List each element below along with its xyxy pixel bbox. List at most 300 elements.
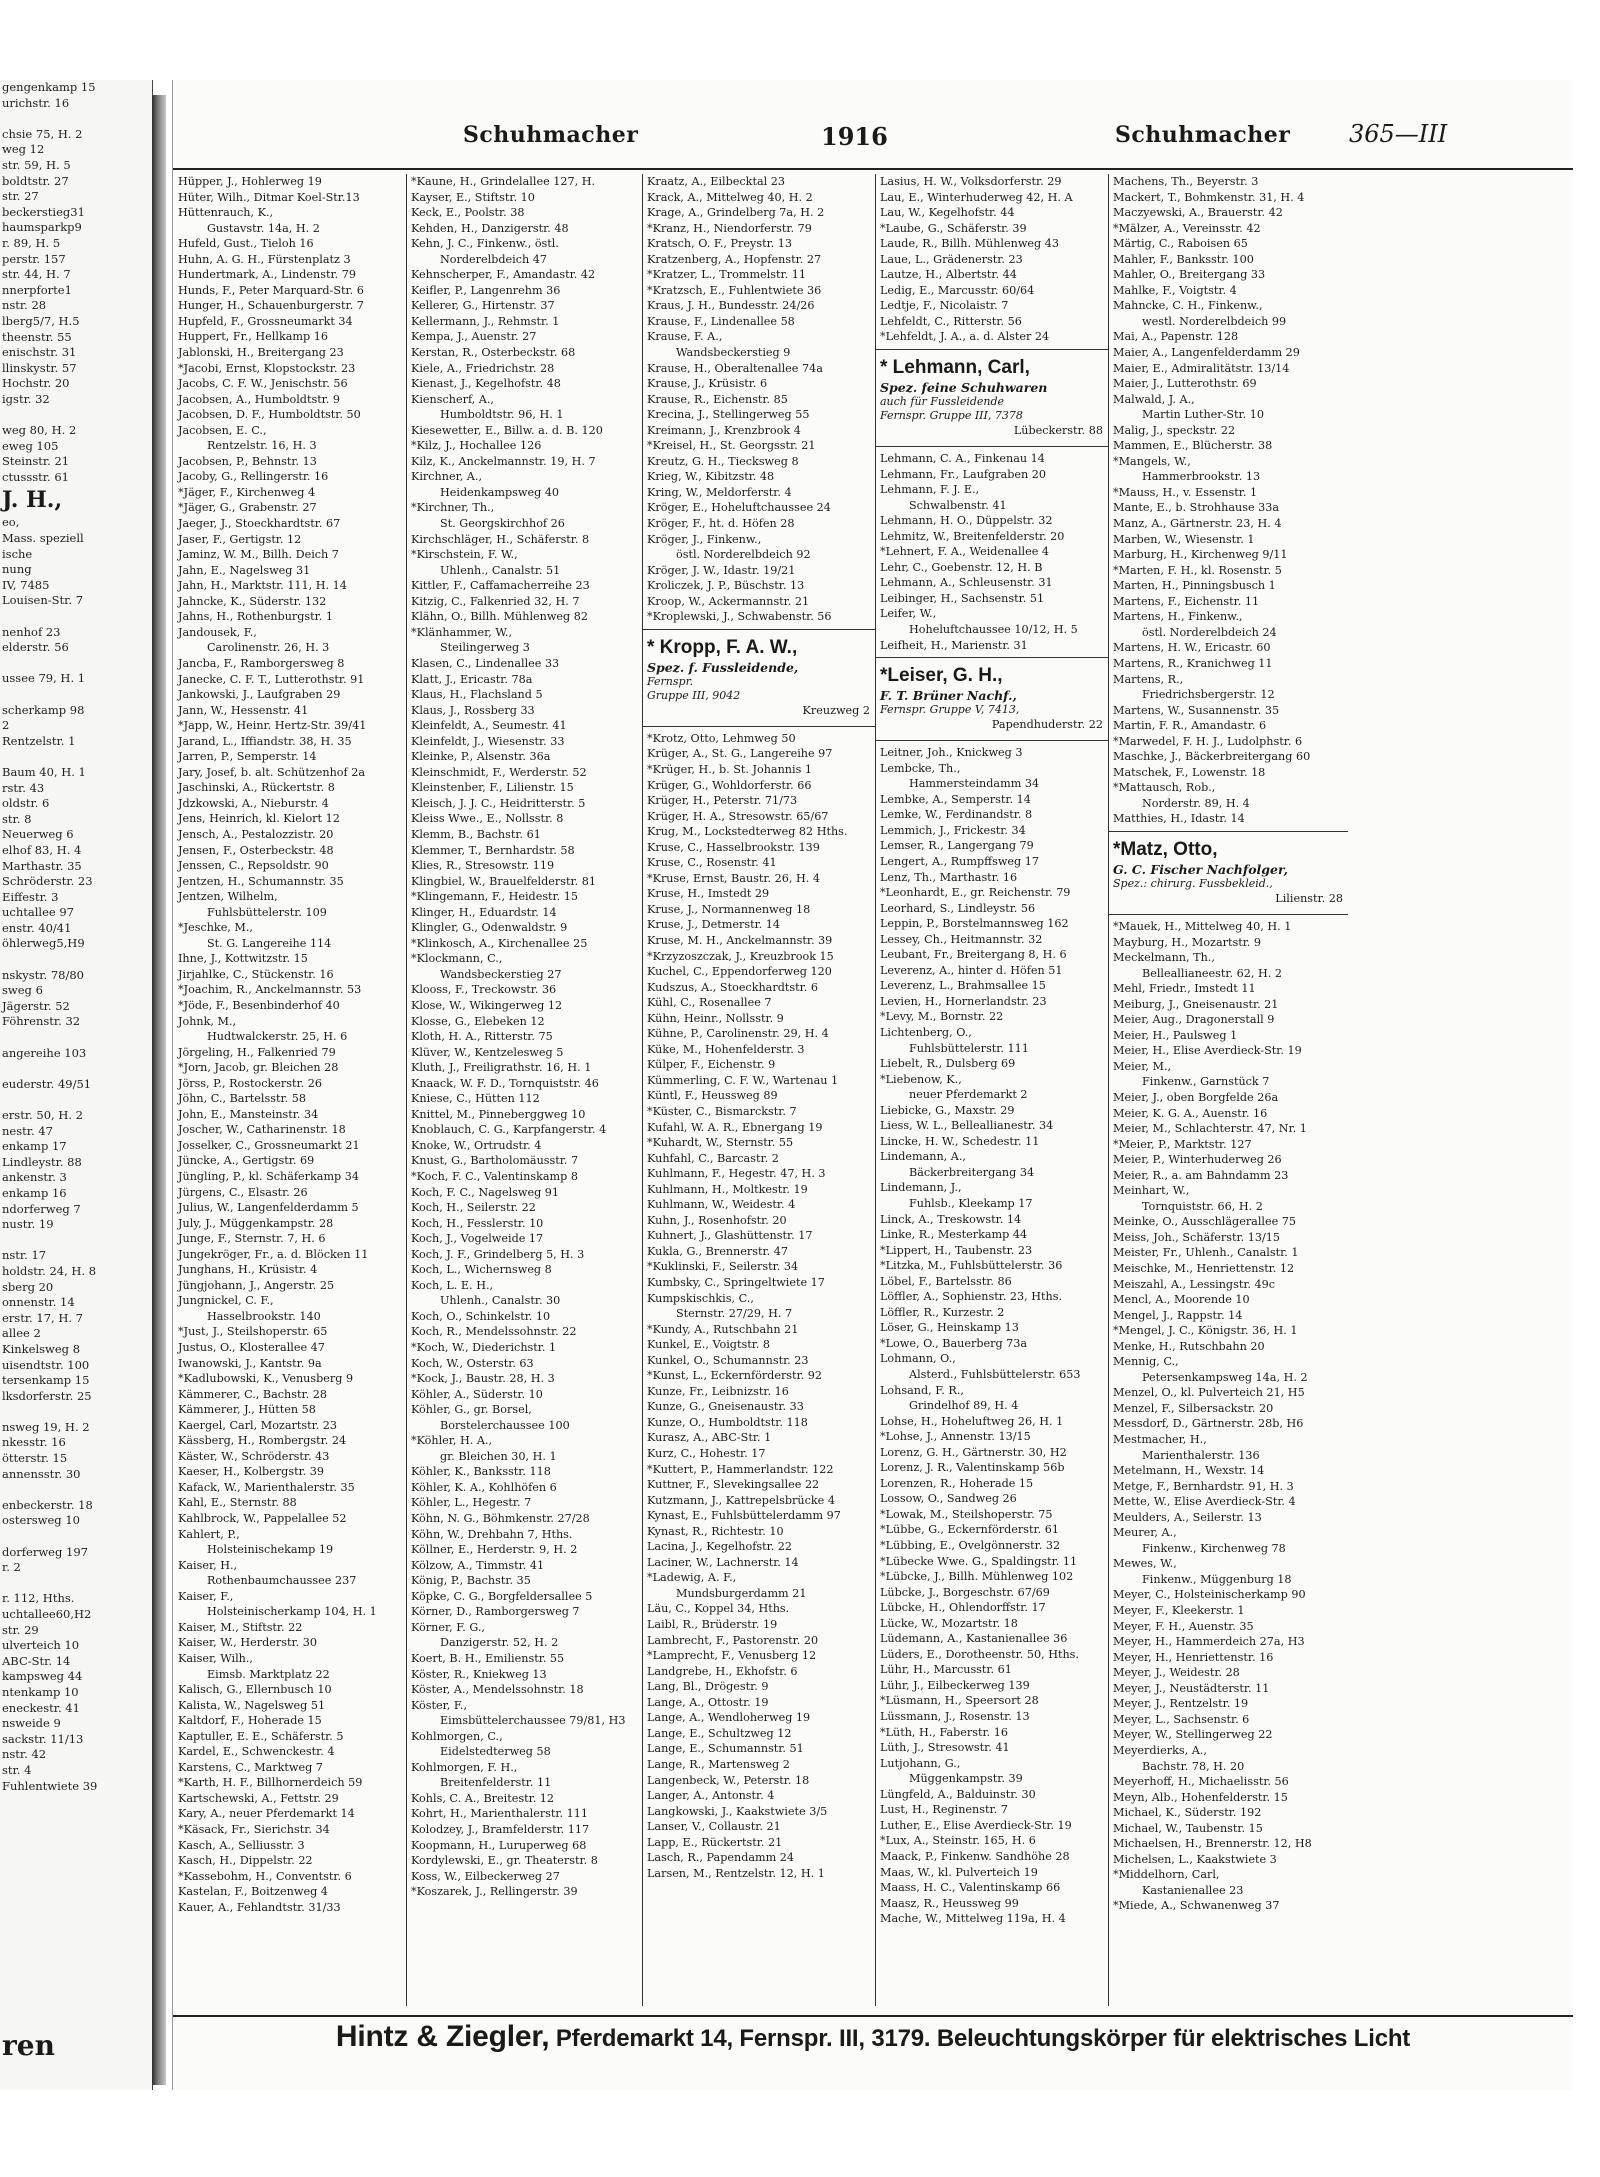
directory-entry: Meinhart, W., xyxy=(1113,1184,1190,1198)
directory-entry: Kehden, H., Danzigerstr. 48 xyxy=(411,221,569,235)
directory-entry: Leverenz, A., hinter d. Höfen 51 xyxy=(880,963,1063,977)
directory-entry: Lüdemann, A., Kastanienallee 36 xyxy=(880,1632,1068,1646)
directory-entry: *Kundy, A., Rutschbahn 21 xyxy=(647,1322,799,1336)
directory-entry: Jöhn, C., Bartelsstr. 58 xyxy=(178,1092,306,1106)
directory-entry: Meier, M., xyxy=(1113,1059,1172,1073)
header-left-title: Schuhmacher xyxy=(463,122,639,148)
previous-page-line: 2 xyxy=(2,718,10,733)
directory-entry: Koch, O., Schinkelstr. 10 xyxy=(411,1309,551,1323)
directory-entry: *Lüth, H., Faberstr. 16 xyxy=(880,1725,1008,1739)
previous-page-line: lberg5/7, H.5 xyxy=(2,313,80,328)
directory-entry: Hunds, F., Peter Marquard-Str. 6 xyxy=(178,283,364,297)
directory-entry: Meyer, J., Rentzelstr. 19 xyxy=(1113,1697,1249,1711)
directory-entry: Kaeser, H., Kolbergstr. 39 xyxy=(178,1465,325,1479)
directory-entry: Müggenkampstr. 39 xyxy=(909,1772,1023,1786)
directory-entry: *Kadlubowski, K., Venusberg 9 xyxy=(178,1372,354,1386)
directory-entry: Jensch, A., Pestalozzistr. 20 xyxy=(178,827,334,841)
directory-entry: Kluth, J., Freiligrathstr. 16, H. 1 xyxy=(411,1061,592,1075)
directory-entry: Lübcke, H., Ohlendorffstr. 17 xyxy=(880,1601,1046,1615)
previous-page-line xyxy=(0,1233,152,1249)
directory-entry: Hammerbrookstr. 13 xyxy=(1142,470,1261,484)
directory-entry: Koch, W., Osterstr. 63 xyxy=(411,1356,534,1370)
directory-entry: Hüter, Wilh., Ditmar Koel-Str.13 xyxy=(178,190,360,204)
directory-entry: Holsteinischerkamp 104, H. 1 xyxy=(207,1605,377,1619)
directory-entry: Kraatz, A., Eilbecktal 23 xyxy=(647,175,785,188)
directory-entry: *Lowe, O., Bauerberg 73a xyxy=(880,1336,1028,1350)
directory-entry: Läu, C., Koppel 34, Hths. xyxy=(647,1602,790,1616)
directory-entry: Kruse, H., Imstedt 29 xyxy=(647,887,770,901)
directory-entry: Köhler, K. A., Kohlhöfen 6 xyxy=(411,1480,557,1494)
directory-entry: Klatt, J., Ericastr. 78a xyxy=(411,672,533,686)
advertisement-line1: G. C. Fischer Nachfolger, xyxy=(1113,861,1289,877)
directory-entry: Lehmann, Fr., Laufgraben 20 xyxy=(880,467,1047,481)
previous-page-line xyxy=(0,1061,152,1077)
directory-entry: Kuhlmann, W., Weidestr. 4 xyxy=(647,1198,796,1212)
directory-entry: Kroliczek, J. P., Büschstr. 13 xyxy=(647,579,805,593)
directory-entry: *Klingemann, F., Heidestr. 15 xyxy=(411,890,579,904)
previous-page-line: nstr. 28 xyxy=(2,298,47,313)
directory-entry: Kühn, Heinr., Nollsstr. 9 xyxy=(647,1011,784,1025)
previous-page-line xyxy=(0,1576,152,1592)
directory-entry: Jungnickel, C. F., xyxy=(178,1294,274,1308)
directory-entry: Kuhlmann, F., Hegestr. 47, H. 3 xyxy=(647,1167,826,1181)
directory-entry: neuer Pferdemarkt 2 xyxy=(909,1088,1028,1102)
directory-entry: Kaiser, H., xyxy=(178,1558,238,1572)
directory-entry: Kohls, C. A., Breitestr. 12 xyxy=(411,1791,555,1805)
directory-entry: Meister, Fr., Uhlenh., Canalstr. 1 xyxy=(1113,1246,1299,1260)
advertisement-line3: Fernspr. Gruppe III, 7378 xyxy=(880,409,1023,423)
previous-page-line: Kinkelsweg 8 xyxy=(2,1341,81,1356)
directory-entry: Matschek, F., Lowenstr. 18 xyxy=(1113,765,1266,779)
directory-entry: *Mälzer, A., Vereinsstr. 42 xyxy=(1113,221,1261,235)
directory-entry: Kempa, J., Auenstr. 27 xyxy=(411,330,537,344)
directory-entry: Ihne, J., Kottwitzstr. 15 xyxy=(178,952,308,966)
directory-entry: *Marten, F. H., kl. Rosenstr. 5 xyxy=(1113,563,1282,577)
directory-entry: Kaiser, Wilh., xyxy=(178,1651,253,1665)
directory-entry: Marburg, H., Kirchenweg 9/11 xyxy=(1113,548,1288,562)
directory-entry: Lasch, R., Papendamm 24 xyxy=(647,1851,795,1865)
directory-entry: Kunze, Fr., Leibnizstr. 16 xyxy=(647,1384,789,1398)
directory-entry: Koch, J. F., Grindelberg 5, H. 3 xyxy=(411,1247,585,1261)
directory-entry: *Kirschstein, F. W., xyxy=(411,548,518,562)
directory-entry: Langkowski, J., Kaakstwiete 3/5 xyxy=(647,1804,828,1818)
advertisement-line1: F. T. Brüner Nachf., xyxy=(880,688,1017,704)
directory-entry: *Jorn, Jacob, gr. Bleichen 28 xyxy=(178,1061,339,1075)
directory-entry: Jarand, L., Iffiandstr. 38, H. 35 xyxy=(178,734,352,748)
advertisement-name: *Matz, Otto, xyxy=(1113,838,1218,860)
previous-page-line: nstr. 42 xyxy=(2,1747,47,1762)
previous-page-line: Schröderstr. 23 xyxy=(2,874,93,889)
directory-entry: *Meier, P., Marktstr. 127 xyxy=(1113,1137,1252,1151)
previous-page-line: enkamp 17 xyxy=(2,1139,67,1154)
directory-entry: Jahns, H., Rothenburgstr. 1 xyxy=(178,610,333,624)
directory-entry: Lüngfeld, A., Balduinstr. 30 xyxy=(880,1787,1036,1801)
directory-entry: Kary, A., neuer Pferdemarkt 14 xyxy=(178,1807,355,1821)
directory-entry: Kratsch, O. F., Preystr. 13 xyxy=(647,237,793,251)
directory-entry: July, J., Müggenkampstr. 28 xyxy=(178,1216,334,1230)
directory-entry: Leibinger, H., Sachsenstr. 51 xyxy=(880,591,1045,605)
previous-page-line: ctussstr. 61 xyxy=(2,469,69,484)
directory-entry: Steilingerweg 3 xyxy=(440,641,530,655)
directory-entry: Kuttner, F., Slevekingsallee 22 xyxy=(647,1478,820,1492)
directory-entry: Kasch, A., Selliusstr. 3 xyxy=(178,1838,305,1852)
previous-page-line: r. 89, H. 5 xyxy=(2,235,61,250)
previous-page-line: str. 29 xyxy=(2,1622,39,1637)
directory-entry: Kuhlmann, H., Moltkestr. 19 xyxy=(647,1182,808,1196)
directory-entry: Jacobsen, A., Humboldtstr. 9 xyxy=(178,392,341,406)
directory-entry: *Karth, H. F., Billhornerdeich 59 xyxy=(178,1776,363,1790)
directory-entry: Lehmann, H. O., Düppelstr. 32 xyxy=(880,514,1053,528)
directory-entry: Rentzelstr. 16, H. 3 xyxy=(207,439,317,453)
directory-entry: Kleinstenber, F., Lilienstr. 15 xyxy=(411,781,574,795)
directory-entry: Kellerer, G., Hirtenstr. 37 xyxy=(411,299,555,313)
directory-entry: Finkenw., Garnstück 7 xyxy=(1142,1075,1270,1089)
previous-page-line: ussee 79, H. 1 xyxy=(2,671,86,686)
directory-entry: Lange, E., Schultzweg 12 xyxy=(647,1726,792,1740)
directory-entry: Kudszus, A., Stoeckhardtstr. 6 xyxy=(647,980,818,994)
directory-entry: Kring, W., Meldorferstr. 4 xyxy=(647,485,792,499)
directory-entry: Leverenz, L., Brahmsallee 15 xyxy=(880,979,1046,993)
directory-entry: Krüger, H., Peterstr. 71/73 xyxy=(647,794,798,808)
directory-entry: Bachstr. 78, H. 20 xyxy=(1142,1759,1245,1773)
directory-entry: Käster, W., Schröderstr. 43 xyxy=(178,1449,330,1463)
directory-entry: Kienscherf, A., xyxy=(411,392,494,406)
directory-entry: Martens, W., Susannenstr. 35 xyxy=(1113,703,1280,717)
directory-entry: Krause, J., Krüsistr. 6 xyxy=(647,377,768,391)
directory-entry: Leppin, P., Borstelmannsweg 162 xyxy=(880,917,1069,931)
previous-page-line: angereihe 103 xyxy=(2,1045,87,1060)
directory-entry: *Ladewig, A. F., xyxy=(647,1571,737,1585)
directory-entry: Malwald, J. A., xyxy=(1113,392,1195,406)
advertisement-block xyxy=(875,657,1108,741)
directory-entry: Laibl, R., Brüderstr. 19 xyxy=(647,1618,778,1632)
directory-entry: Lautze, H., Albertstr. 44 xyxy=(880,268,1017,282)
previous-page-line: sweg 6 xyxy=(2,983,43,998)
directory-entry: Menzel, F., Silbersackstr. 20 xyxy=(1113,1401,1274,1415)
directory-entry: Norderelbdeich 47 xyxy=(440,252,547,266)
directory-entry: Meyer, L., Sachsenstr. 6 xyxy=(1113,1712,1250,1726)
previous-page-line: Baum 40, H. 1 xyxy=(2,764,86,779)
directory-entry: Meyn, Alb., Hohenfelderstr. 15 xyxy=(1113,1790,1288,1804)
directory-entry: Junghans, H., Krüsistr. 4 xyxy=(178,1263,318,1277)
directory-entry: Kittler, F., Caffamacherreihe 23 xyxy=(411,579,590,593)
directory-entry: Meier, Aug., Dragonerstall 9 xyxy=(1113,1013,1275,1027)
directory-entry: Klüver, W., Kentzelesweg 5 xyxy=(411,1045,564,1059)
directory-entry: Maack, P., Finkenw. Sandhöhe 28 xyxy=(880,1849,1070,1863)
directory-entry: *Koch, F. C., Valentinskamp 8 xyxy=(411,1170,578,1183)
directory-entry: Kruse, M. H., Anckelmannstr. 39 xyxy=(647,933,833,947)
directory-entry: Krage, A., Grindelberg 7a, H. 2 xyxy=(647,206,825,220)
directory-entry: *Litzka, M., Fuhlsbüttelerstr. 36 xyxy=(880,1259,1063,1273)
footer-text: Pferdemarkt 14, Fernspr. III, 3179. Beleuchtungskörper für elektrisches Licht xyxy=(555,2025,1411,2052)
directory-entry: Krug, M., Lockstedterweg 82 Hths. xyxy=(647,825,848,839)
previous-page-line: str. 59, H. 5 xyxy=(2,157,71,172)
directory-entry: Metelmann, H., Wexstr. 14 xyxy=(1113,1464,1265,1478)
previous-page-line: Marthastr. 35 xyxy=(2,858,82,873)
directory-entry: Kaiser, W., Herderstr. 30 xyxy=(178,1636,317,1650)
directory-entry: Meckelmann, Th., xyxy=(1113,951,1215,965)
previous-page-line: weg 80, H. 2 xyxy=(2,423,77,438)
directory-entry: Lange, A., Ottostr. 19 xyxy=(647,1695,769,1709)
directory-entry: Lanser, V., Collaustr. 21 xyxy=(647,1820,781,1834)
directory-entry: Breitenfelderstr. 11 xyxy=(440,1776,552,1790)
directory-entry: Lüders, E., Dorotheenstr. 50, Hths. xyxy=(880,1647,1079,1661)
directory-entry: östl. Norderelbdeich 24 xyxy=(1142,625,1277,639)
directory-entry: Sternstr. 27/29, H. 7 xyxy=(676,1307,793,1321)
directory-entry: Krieg, W., Kibitzstr. 48 xyxy=(647,470,775,484)
directory-entry: Löffler, R., Kurzestr. 2 xyxy=(880,1305,1005,1319)
directory-entry: Lohsand, F. R., xyxy=(880,1383,964,1397)
directory-entry: Lengert, A., Rumpffsweg 17 xyxy=(880,854,1039,868)
directory-entry: *Liebenow, K., xyxy=(880,1072,962,1086)
directory-entry: Jenssen, C., Repsoldstr. 90 xyxy=(178,859,329,873)
directory-entry: gr. Bleichen 30, H. 1 xyxy=(440,1449,557,1463)
footer-firm: Hintz & Ziegler, xyxy=(335,2020,550,2053)
previous-page-line: llinskystr. 57 xyxy=(2,360,77,375)
directory-entry: Kirchner, A., xyxy=(411,470,483,484)
directory-entry: Koch, H., Seilerstr. 22 xyxy=(411,1201,536,1215)
directory-entry: Kunkel, E., Voigtstr. 8 xyxy=(647,1338,771,1352)
previous-page-line xyxy=(0,1092,152,1108)
directory-entry: Borstelerchaussee 100 xyxy=(440,1418,570,1432)
previous-page-line: haumsparkp9 xyxy=(2,220,82,235)
previous-page-line: ulverteich 10 xyxy=(2,1638,80,1653)
directory-entry: Meier, P., Winterhuderweg 26 xyxy=(1113,1153,1282,1167)
previous-page-line: Jägerstr. 52 xyxy=(2,998,70,1013)
directory-entry: Knust, G., Bartholomäusstr. 7 xyxy=(411,1154,579,1168)
directory-entry: Kiele, A., Friedrichstr. 28 xyxy=(411,361,555,375)
directory-entry: Kroop, W., Ackermannstr. 21 xyxy=(647,594,810,608)
directory-entry: Lücke, W., Mozartstr. 18 xyxy=(880,1616,1018,1630)
directory-entry: Kahlert, P., xyxy=(178,1527,240,1541)
directory-entry: Kleisch, J. J. C., Heidritterstr. 5 xyxy=(411,796,586,810)
directory-entry: *Käsack, Fr., Sierichstr. 34 xyxy=(178,1822,330,1836)
directory-entry: Kleinke, P., Alsenstr. 36a xyxy=(411,750,551,764)
directory-entry: Krause, H., Oberaltenallee 74a xyxy=(647,361,823,375)
directory-entry: Mai, A., Papenstr. 128 xyxy=(1113,330,1239,344)
directory-entry: Meurer, A., xyxy=(1113,1526,1177,1540)
directory-entry: *Laube, G., Schäferstr. 39 xyxy=(880,221,1027,235)
directory-entry: Klinger, H., Eduardstr. 14 xyxy=(411,905,557,919)
directory-entry: *Levy, M., Bornstr. 22 xyxy=(880,1010,1004,1024)
directory-entry: *Klockmann, C., xyxy=(411,952,503,966)
column-4 xyxy=(875,174,1109,2006)
directory-entry: Meier, H., Elise Averdieck-Str. 19 xyxy=(1113,1044,1302,1058)
directory-entry: Kahl, E., Sternstr. 88 xyxy=(178,1496,297,1510)
directory-entry: Kehn, J. C., Finkenw., östl. xyxy=(411,237,559,251)
directory-entry: Köllner, E., Herderstr. 9, H. 2 xyxy=(411,1543,578,1557)
directory-entry: Jandousek, F., xyxy=(178,625,257,639)
directory-entry: Lessey, Ch., Heitmannstr. 32 xyxy=(880,932,1043,946)
advertisement-line2: Fernspr. xyxy=(647,674,694,688)
previous-page-line: sackstr. 11/13 xyxy=(2,1731,84,1746)
directory-entry: Koch, J., Vogelweide 17 xyxy=(411,1232,544,1246)
previous-page-line: nsweide 9 xyxy=(2,1716,61,1731)
directory-entry: Klasen, C., Lindenallee 33 xyxy=(411,656,560,670)
directory-entry: Jüngling, P., kl. Schäferkamp 34 xyxy=(178,1170,360,1183)
directory-entry: Lorenz, J. R., Valentinskamp 56b xyxy=(880,1461,1065,1475)
directory-entry: *Mauek, H., Mittelweg 40, H. 1 xyxy=(1113,919,1292,933)
directory-entry: Langer, A., Antonstr. 4 xyxy=(647,1789,775,1803)
directory-entry: Kufahl, W. A. R., Ebnergang 19 xyxy=(647,1120,823,1134)
advertisement-line4: Lübeckerstr. 88 xyxy=(1013,424,1103,438)
previous-page-line: r. 2 xyxy=(2,1560,21,1575)
directory-entry: Köhler, K., Banksstr. 118 xyxy=(411,1465,551,1479)
directory-entry: *Lübecke Wwe. G., Spaldingstr. 11 xyxy=(880,1554,1078,1568)
directory-entry: Keifler, P., Langenrehm 36 xyxy=(411,283,561,297)
previous-page-line: enkamp 16 xyxy=(2,1185,67,1200)
directory-entry: *Lübbing, E., Ovelgönnerstr. 32 xyxy=(880,1539,1061,1553)
advertisement-line3: Gruppe III, 9042 xyxy=(647,688,741,702)
directory-entry: Köhn, W., Drehbahn 7, Hths. xyxy=(411,1527,573,1541)
previous-page-line: ndorferweg 7 xyxy=(2,1201,81,1216)
directory-entry: Jarren, P., Semperstr. 14 xyxy=(178,750,317,764)
directory-entry: Kutzmann, J., Kattrepelsbrücke 4 xyxy=(647,1493,835,1507)
directory-entry: Finkenw., Kirchenweg 78 xyxy=(1142,1541,1286,1555)
directory-entry: Liess, W. L., Belleallianestr. 34 xyxy=(880,1119,1054,1133)
advertisement-line3: Lilienstr. 28 xyxy=(1275,891,1343,905)
previous-page-line: onnenstr. 14 xyxy=(2,1295,75,1310)
previous-page-line: annensstr. 30 xyxy=(2,1466,81,1481)
directory-entry: Köhn, N. G., Böhmkenstr. 27/28 xyxy=(411,1512,590,1526)
page-header xyxy=(173,122,1573,158)
directory-entry: Meier, J., oben Borgfelde 26a xyxy=(1113,1090,1279,1104)
directory-entry: Lübcke, J., Borgeschstr. 67/69 xyxy=(880,1585,1050,1599)
previous-page-line: weg 12 xyxy=(2,142,45,157)
directory-entry: *Leonhardt, E., gr. Reichenstr. 79 xyxy=(880,886,1071,900)
directory-entry: Holsteinischekamp 19 xyxy=(207,1543,334,1557)
directory-entry: Lutjohann, G., xyxy=(880,1756,961,1770)
directory-entry: Mette, W., Elise Averdieck-Str. 4 xyxy=(1113,1495,1296,1509)
directory-entry: Lüth, J., Stresowstr. 41 xyxy=(880,1741,1010,1755)
directory-entry: östl. Norderelbdeich 92 xyxy=(676,548,811,562)
directory-entry: Machens, Th., Beyerstr. 3 xyxy=(1113,175,1259,188)
previous-page-line: elhof 83, H. 4 xyxy=(2,842,82,857)
directory-entry: Klähn, O., Billh. Mühlenweg 82 xyxy=(411,610,589,624)
directory-entry: Schwalbenstr. 41 xyxy=(909,498,1007,512)
directory-entry: *Mangels, W., xyxy=(1113,454,1191,468)
directory-entry: *Lux, A., Steinstr. 165, H. 6 xyxy=(880,1834,1036,1848)
directory-entry: Lembcke, Th., xyxy=(880,761,961,775)
directory-entry: Löffler, A., Sophienstr. 23, Hths. xyxy=(880,1290,1063,1304)
directory-entry: Carolinenstr. 26, H. 3 xyxy=(207,641,330,655)
directory-entry: Kruse, J., Normannenweg 18 xyxy=(647,902,811,916)
advertisement-line1: Spez. f. Fussleidende, xyxy=(647,659,799,675)
directory-entry: Koch, F. C., Nagelsweg 91 xyxy=(411,1185,560,1199)
previous-page-line: ntenkamp 10 xyxy=(2,1684,79,1699)
directory-entry: Jaminz, W. M., Billh. Deich 7 xyxy=(178,548,339,562)
directory-entry: Finkenw., Müggenburg 18 xyxy=(1142,1572,1292,1586)
directory-entry: Koch, H., Fesslerstr. 10 xyxy=(411,1216,544,1230)
directory-entry: Lange, A., Wendloherweg 19 xyxy=(647,1711,811,1725)
directory-entry: *Lohse, J., Annenstr. 13/15 xyxy=(880,1430,1031,1444)
previous-page-line: scherkamp 98 xyxy=(2,702,85,717)
advertisement-line3: Papendhuderstr. 22 xyxy=(991,718,1103,732)
previous-page-line: lksdorferstr. 25 xyxy=(2,1388,92,1403)
directory-entry: Meyer, W., Stellingerweg 22 xyxy=(1113,1728,1273,1742)
directory-entry: Kämmerer, J., Hütten 58 xyxy=(178,1403,316,1417)
directory-entry: Belleallianeestr. 62, H. 2 xyxy=(1142,966,1282,980)
directory-entry: Kurz, C., Hohestr. 17 xyxy=(647,1447,766,1461)
directory-entry: Mundsburgerdamm 21 xyxy=(676,1586,807,1600)
directory-entry: Rothenbaumchaussee 237 xyxy=(207,1574,357,1588)
advertisement-name: * Lehmann, Carl, xyxy=(880,357,1030,379)
directory-entry: Maass, H. C., Valentinskamp 66 xyxy=(880,1881,1061,1895)
directory-entry: *Mauss, H., v. Essenstr. 1 xyxy=(1113,485,1258,499)
directory-entry: Koss, W., Eilbeckerweg 27 xyxy=(411,1869,560,1883)
directory-entry: Klies, R., Stresowstr. 119 xyxy=(411,859,555,873)
directory-entry: Hüpper, J., Hohlerweg 19 xyxy=(178,175,322,188)
advertisement-line2: Spez.: chirurg. Fussbekleid., xyxy=(1113,876,1273,890)
directory-entry: *Lüsmann, H., Speersort 28 xyxy=(880,1694,1039,1708)
directory-entry: *Kunst, L., Eckernförderstr. 92 xyxy=(647,1369,823,1383)
previous-page-line: nenhof 23 xyxy=(2,624,61,639)
advertisement-line1: Spez. feine Schuhwaren xyxy=(880,380,1048,396)
directory-entry: *Kratzsch, E., Fuhlentwiete 36 xyxy=(647,283,822,297)
directory-entry: Kuhn, J., Rosenhofstr. 20 xyxy=(647,1213,787,1227)
directory-entry: Kunze, G., Gneisenaustr. 33 xyxy=(647,1400,804,1414)
directory-entry: Klooss, F., Treckowstr. 36 xyxy=(411,983,557,997)
directory-entry: Jacobsen, P., Behnstr. 13 xyxy=(178,454,317,468)
top-margin xyxy=(0,0,1600,60)
directory-entry: Humboldtstr. 96, H. 1 xyxy=(440,408,564,422)
directory-entry: Eidelstedterweg 58 xyxy=(440,1745,551,1759)
directory-entry: Lapp, E., Rückertstr. 21 xyxy=(647,1835,783,1849)
directory-entry: Liebicke, G., Maxstr. 29 xyxy=(880,1103,1015,1117)
directory-entry: Uhlenh., Canalstr. 51 xyxy=(440,563,561,577)
previous-page-line: öhlerweg5,H9 xyxy=(2,936,85,951)
directory-entry: *Lehfeldt, J. A., a. d. Alster 24 xyxy=(880,330,1050,344)
directory-columns xyxy=(173,168,1573,2017)
directory-entry: Jörss, P., Rostockerstr. 26 xyxy=(178,1076,322,1090)
directory-entry: Kruse, J., Detmerstr. 14 xyxy=(647,918,781,932)
previous-page-line: Lindleystr. 88 xyxy=(2,1154,82,1169)
directory-entry: Meyer, J., Neustädterstr. 11 xyxy=(1113,1681,1270,1695)
directory-entry: *Japp, W., Heinr. Hertz-Str. 39/41 xyxy=(178,719,367,733)
directory-entry: *Klänhammer, W., xyxy=(411,625,513,639)
previous-page-line xyxy=(0,407,152,423)
directory-entry: *Lippert, H., Taubenstr. 23 xyxy=(880,1243,1033,1257)
directory-entry: Meinke, O., Ausschlägerallee 75 xyxy=(1113,1215,1297,1229)
directory-entry: westl. Norderelbdeich 99 xyxy=(1142,314,1287,328)
directory-entry: Martin, F. R., Amandastr. 6 xyxy=(1113,719,1267,733)
directory-entry: Wandsbeckerstieg 9 xyxy=(676,346,791,360)
directory-entry: Kruse, C., Hasselbrookstr. 139 xyxy=(647,840,820,854)
directory-entry: Jdzkowski, A., Nieburstr. 4 xyxy=(178,796,329,810)
directory-entry: Kohlmorgen, F. H., xyxy=(411,1760,518,1774)
directory-entry: *Kruse, Ernst, Baustr. 26, H. 4 xyxy=(647,871,820,885)
directory-entry: Lichtenberg, O., xyxy=(880,1025,972,1039)
directory-entry: Köhler, L., Hegestr. 7 xyxy=(411,1496,532,1510)
directory-entry: Knittel, M., Pinneberggweg 10 xyxy=(411,1107,586,1121)
previous-page-line: uisendtstr. 100 xyxy=(2,1357,90,1372)
directory-entry: Kölzow, A., Timmstr. 41 xyxy=(411,1558,545,1572)
directory-entry: Kühne, P., Carolinenstr. 29, H. 4 xyxy=(647,1027,829,1041)
previous-page-line: r. 112, Hths. xyxy=(2,1591,75,1606)
directory-entry: Leubant, Fr., Breitergang 8, H. 6 xyxy=(880,948,1067,962)
directory-entry: Meyer, H., Hammerdeich 27a, H3 xyxy=(1113,1635,1305,1649)
directory-entry: Kaiser, F., xyxy=(178,1589,234,1603)
directory-entry: Hudtwalckerstr. 25, H. 6 xyxy=(207,1030,348,1044)
directory-entry: Hundertmark, A., Lindenstr. 79 xyxy=(178,268,356,282)
directory-entry: Lange, E., Schumannstr. 51 xyxy=(647,1742,804,1756)
previous-page-line: str. 27 xyxy=(2,189,39,204)
directory-entry: Bäckerbreitergang 34 xyxy=(909,1165,1035,1179)
directory-entry: Malig, J., speckstr. 22 xyxy=(1113,423,1236,437)
header-year: 1916 xyxy=(821,122,888,151)
directory-entry: Jancba, F., Ramborgersweg 8 xyxy=(178,656,345,670)
directory-entry: Hüttenrauch, K., xyxy=(178,206,274,220)
